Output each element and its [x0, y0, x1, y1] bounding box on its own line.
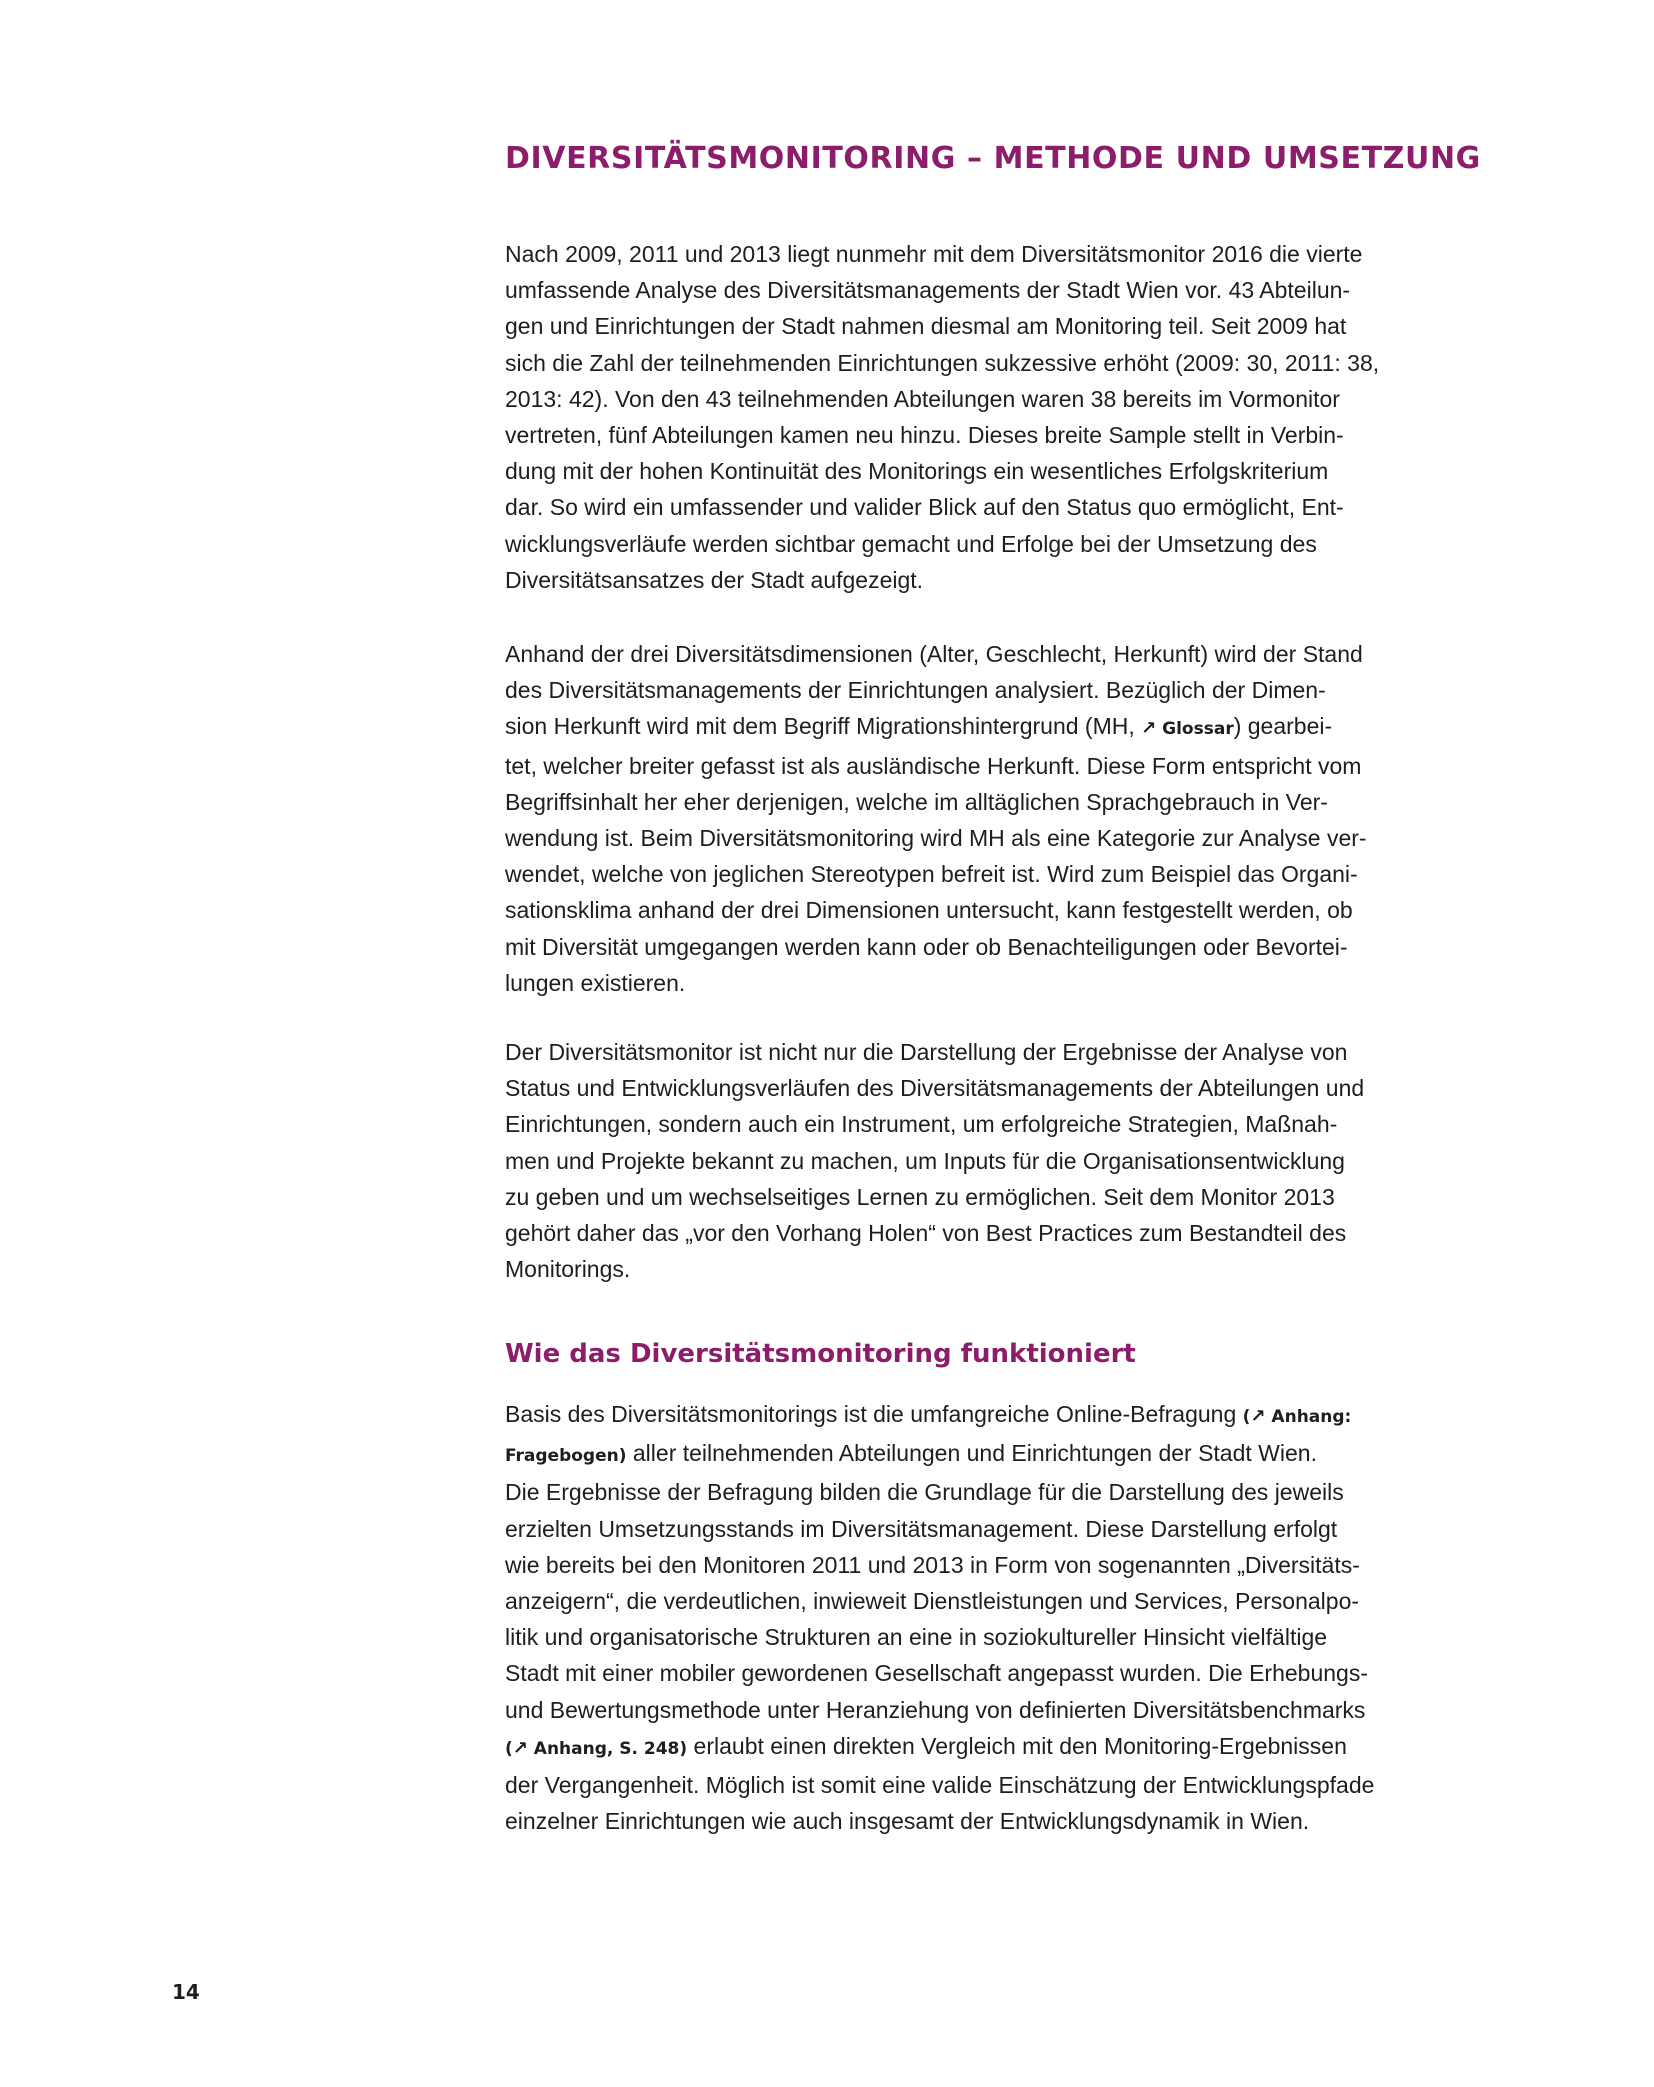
text-line [505, 708, 1465, 747]
text-line: tet, welcher breiter gefasst ist als ausländische Herkunft. Diese Form entspricht vom [505, 752, 1362, 779]
text-line: men und Projekte bekannt zu machen, um Inputs für die Organisationsentwicklung [505, 1147, 1345, 1174]
glossar-reference-label: Glossar [1162, 719, 1234, 740]
paragraph-instrument [505, 1034, 1465, 1287]
text-line: sich die Zahl der teilnehmenden Einrichtungen sukzessive erhöht (2009: 30, 2011: 38, [505, 349, 1380, 376]
text-line: lungen existieren. [505, 969, 686, 996]
anhang-reference-label: Anhang: [1265, 1407, 1352, 1427]
text-line: wie bereits bei den Monitoren 2011 und 2013 in Form von sogenannten „Diversitäts- [505, 1551, 1360, 1578]
text-line: mit Diversität umgegangen werden kann oder ob Benachteiligungen oder Bevortei- [505, 933, 1348, 960]
reference-paren: ( [505, 1738, 513, 1759]
text-line: Status und Entwicklungsverläufen des Diversitätsmanagements der Abteilungen und [505, 1075, 1365, 1102]
text-line: dung mit der hohen Kontinuität des Monitorings ein wesentliches Erfolgskriterium [505, 458, 1329, 485]
text-line: Nach 2009, 2011 und 2013 liegt nunmehr mit dem Diversitätsmonitor 2016 die vierte [505, 241, 1363, 267]
text-line: Der Diversitätsmonitor ist nicht nur die Darstellung der Ergebnisse der Analyse von [505, 1039, 1348, 1065]
text-line: 2013: 42). Von den 43 teilnehmenden Abteilungen waren 38 bereits im Vormonitor [505, 385, 1340, 412]
page-title: DIVERSITÄTSMONITORING – METHODE UND UMSETZUNG [505, 141, 1481, 176]
paragraph-method [505, 1396, 1465, 1839]
anhang-fragebogen-reference-link-cont[interactable]: Fragebogen) [505, 1446, 627, 1467]
anhang-benchmarks-reference-link[interactable] [505, 1739, 687, 1759]
arrow-up-right-icon: ↗ [512, 1737, 528, 1759]
paragraph-intro [505, 236, 1465, 598]
text-line [505, 1728, 1465, 1767]
text-segment: sion Herkunft wird mit dem Begriff Migrationshintergrund (MH, [505, 713, 1142, 740]
text-line: gehört daher das „vor den Vorhang Holen“ von Best Practices zum Bestandteil des [505, 1220, 1347, 1247]
text-line: Stadt mit einer mobiler gewordenen Gesellschaft angepasst wurden. Die Erhebungs- [505, 1660, 1368, 1687]
text-line [505, 1435, 1465, 1474]
text-line: wicklungsverläufe werden sichtbar gemacht und Erfolge bei der Umsetzung des [505, 530, 1317, 557]
text-line: Einrichtungen, sondern auch ein Instrument, um erfolgreiche Strategien, Maßnah- [505, 1111, 1338, 1138]
text-line: und Bewertungsmethode unter Heranziehung von definierten Diversitätsbenchmarks [505, 1696, 1366, 1723]
text-line: wendet, welche von jeglichen Stereotypen befreit ist. Wird zum Beispiel das Organi- [505, 861, 1358, 888]
text-line: erzielten Umsetzungsstands im Diversitätsmanagement. Diese Darstellung erfolgt [505, 1515, 1338, 1542]
paragraph-dimensions [505, 636, 1465, 1001]
text-line: der Vergangenheit. Möglich ist somit eine valide Einschätzung der Entwicklungspfade [505, 1772, 1375, 1799]
text-segment: aller teilnehmenden Abteilungen und Einrichtungen der Stadt Wien. [626, 1440, 1317, 1467]
text-segment: Basis des Diversitätsmonitorings ist die umfangreiche Online-Befragung [505, 1401, 1243, 1427]
text-line: Die Ergebnisse der Befragung bilden die Grundlage für die Darstellung des jeweils [505, 1479, 1344, 1506]
anhang-fragebogen-reference-link[interactable] [1243, 1407, 1352, 1427]
glossar-reference-link[interactable] [1141, 719, 1234, 739]
text-line: Monitorings. [505, 1256, 631, 1283]
text-line: Anhand der drei Diversitätsdimensionen (Alter, Geschlecht, Herkunft) wird der Stand [505, 641, 1363, 667]
text-line: zu geben und um wechselseitiges Lernen zu ermöglichen. Seit dem Monitor 2013 [505, 1183, 1335, 1210]
text-line: umfassende Analyse des Diversitätsmanagements der Stadt Wien vor. 43 Abteilun- [505, 277, 1351, 304]
text-segment: erlaubt einen direkten Vergleich mit den Monitoring-Ergebnissen [687, 1732, 1347, 1759]
text-line: vertreten, fünf Abteilungen kamen neu hinzu. Dieses breite Sample stellt in Verbin- [505, 422, 1344, 449]
text-line [505, 1396, 1465, 1435]
anhang-benchmarks-label: Anhang, S. 248) [527, 1738, 688, 1759]
text-line: anzeigern“, die verdeutlichen, inwieweit Dienstleistungen und Services, Personalpo- [505, 1588, 1360, 1615]
page-number: 14 [172, 1980, 200, 2004]
arrow-up-right-icon: ↗ [1141, 718, 1157, 740]
text-line: Begriffsinhalt her eher derjenigen, welche im alltäglichen Sprachgebrauch in Ver- [505, 788, 1328, 815]
text-line: gen und Einrichtungen der Stadt nahmen diesmal am Monitoring teil. Seit 2009 hat [505, 313, 1347, 340]
text-line: des Diversitätsmanagements der Einrichtungen analysiert. Bezüglich der Dimen- [505, 677, 1326, 704]
text-segment: ) gearbei- [1233, 713, 1333, 740]
text-line: wendung ist. Beim Diversitätsmonitoring wird MH als eine Kategorie zur Analyse ver- [505, 825, 1367, 852]
arrow-up-right-icon: ↗ [1250, 1406, 1266, 1427]
text-line: sationsklima anhand der drei Dimensionen untersucht, kann festgestellt werden, ob [505, 897, 1353, 924]
text-line: dar. So wird ein umfassender und valider Blick auf den Status quo ermöglicht, Ent- [505, 494, 1344, 521]
text-line: einzelner Einrichtungen wie auch insgesamt der Entwicklungsdynamik in Wien. [505, 1808, 1310, 1835]
section-heading: Wie das Diversitätsmonitoring funktioniert [505, 1339, 1136, 1369]
text-line: litik und organisatorische Strukturen an eine in soziokultureller Hinsicht vielfältige [505, 1624, 1328, 1651]
reference-paren: ( [1242, 1407, 1251, 1427]
text-line: Diversitätsansatzes der Stadt aufgezeigt. [505, 566, 924, 593]
